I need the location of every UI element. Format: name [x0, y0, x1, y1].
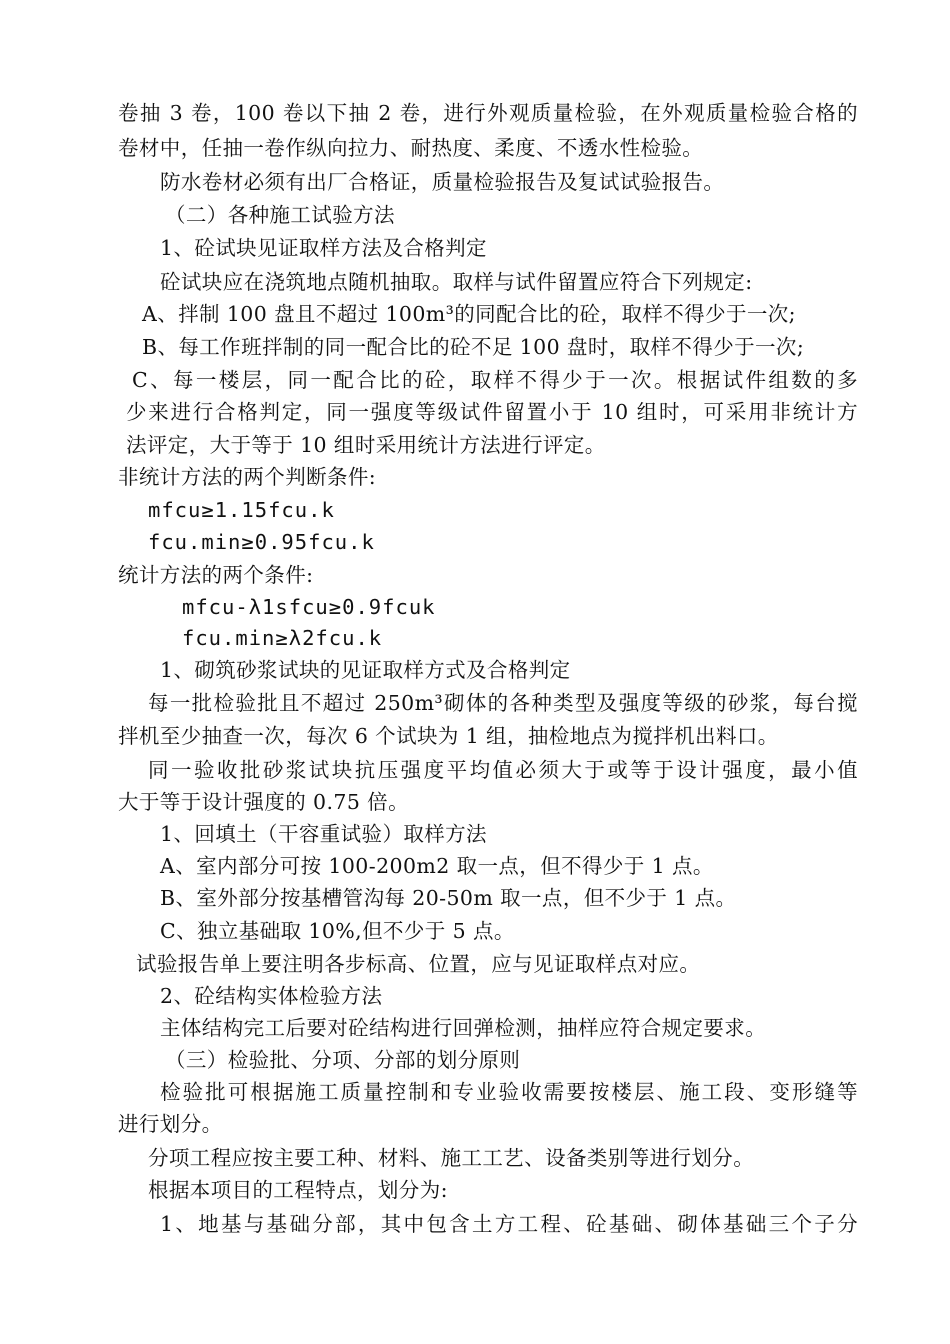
subsection-heading: 1、回填土（干容重试验）取样方法 — [160, 822, 487, 846]
formula: mfcu≥1.15fcu.k — [148, 498, 335, 522]
text-line: 少来进行合格判定，同一强度等级试件留置小于 10 组时，可采用非统计方 — [126, 400, 858, 424]
text-line: C、每一楼层，同一配合比的砼，取样不得少于一次。根据试件组数的多 — [132, 368, 858, 392]
text-line: 法评定，大于等于 10 组时采用统计方法进行评定。 — [126, 433, 606, 457]
text-line: 同一验收批砂浆试块抗压强度平均值必须大于或等于设计强度，最小值 — [148, 758, 858, 782]
formula: fcu.min≥0.95fcu.k — [148, 530, 375, 554]
text-line: B、室外部分按基槽管沟每 20-50m 取一点，但不少于 1 点。 — [160, 886, 737, 910]
text-line: 检验批可根据施工质量控制和专业验收需要按楼层、施工段、变形缝等 — [160, 1080, 858, 1104]
text-line: 卷抽 3 卷，100 卷以下抽 2 卷，进行外观质量检验，在外观质量检验合格的 — [118, 101, 858, 125]
formula: fcu.min≥λ2fcu.k — [182, 626, 383, 650]
subsection-heading: 1、砌筑砂浆试块的见证取样方式及合格判定 — [160, 658, 571, 682]
text-line: A、拌制 100 盘且不超过 100m³的同配合比的砼，取样不得少于一次; — [142, 302, 796, 326]
formula: mfcu-λ1sfcu≥0.9fcuk — [182, 595, 436, 619]
text-line: 防水卷材必须有出厂合格证，质量检验报告及复试试验报告。 — [160, 170, 725, 194]
text-line: 统计方法的两个条件: — [118, 563, 314, 587]
text-line: 大于等于设计强度的 0.75 倍。 — [118, 790, 409, 814]
text-line: 非统计方法的两个判断条件: — [118, 465, 377, 489]
text-line: A、室内部分可按 100-200m2 取一点，但不得少于 1 点。 — [160, 854, 714, 878]
text-line: 每一批检验批且不超过 250m³砌体的各种类型及强度等级的砂浆，每台搅 — [148, 691, 858, 715]
text-line: 砼试块应在浇筑地点随机抽取。取样与试件留置应符合下列规定: — [160, 270, 753, 294]
section-heading: （二）各种施工试验方法 — [165, 203, 395, 227]
section-heading: （三）检验批、分项、分部的划分原则 — [165, 1048, 521, 1072]
text-line: 试验报告单上要注明各步标高、位置，应与见证取样点对应。 — [136, 952, 701, 976]
text-line: 拌机至少抽查一次，每次 6 个试块为 1 组，抽检地点为搅拌机出料口。 — [118, 724, 779, 748]
text-line: C、独立基础取 10%,但不少于 5 点。 — [160, 919, 515, 943]
text-line: 1、地基与基础分部，其中包含土方工程、砼基础、砌体基础三个子分 — [160, 1212, 858, 1236]
text-line: 根据本项目的工程特点，划分为: — [148, 1178, 448, 1202]
subsection-heading: 1、砼试块见证取样方法及合格判定 — [160, 236, 487, 260]
text-line: 卷材中，任抽一卷作纵向拉力、耐热度、柔度、不透水性检验。 — [118, 136, 704, 160]
text-line: 主体结构完工后要对砼结构进行回弹检测，抽样应符合规定要求。 — [160, 1016, 767, 1040]
text-line: 分项工程应按主要工种、材料、施工工艺、设备类别等进行划分。 — [148, 1146, 755, 1170]
text-line: B、每工作班拌制的同一配合比的砼不足 100 盘时，取样不得少于一次; — [142, 335, 805, 359]
text-line: 进行划分。 — [118, 1112, 223, 1136]
subsection-heading: 2、砼结构实体检验方法 — [160, 984, 383, 1008]
